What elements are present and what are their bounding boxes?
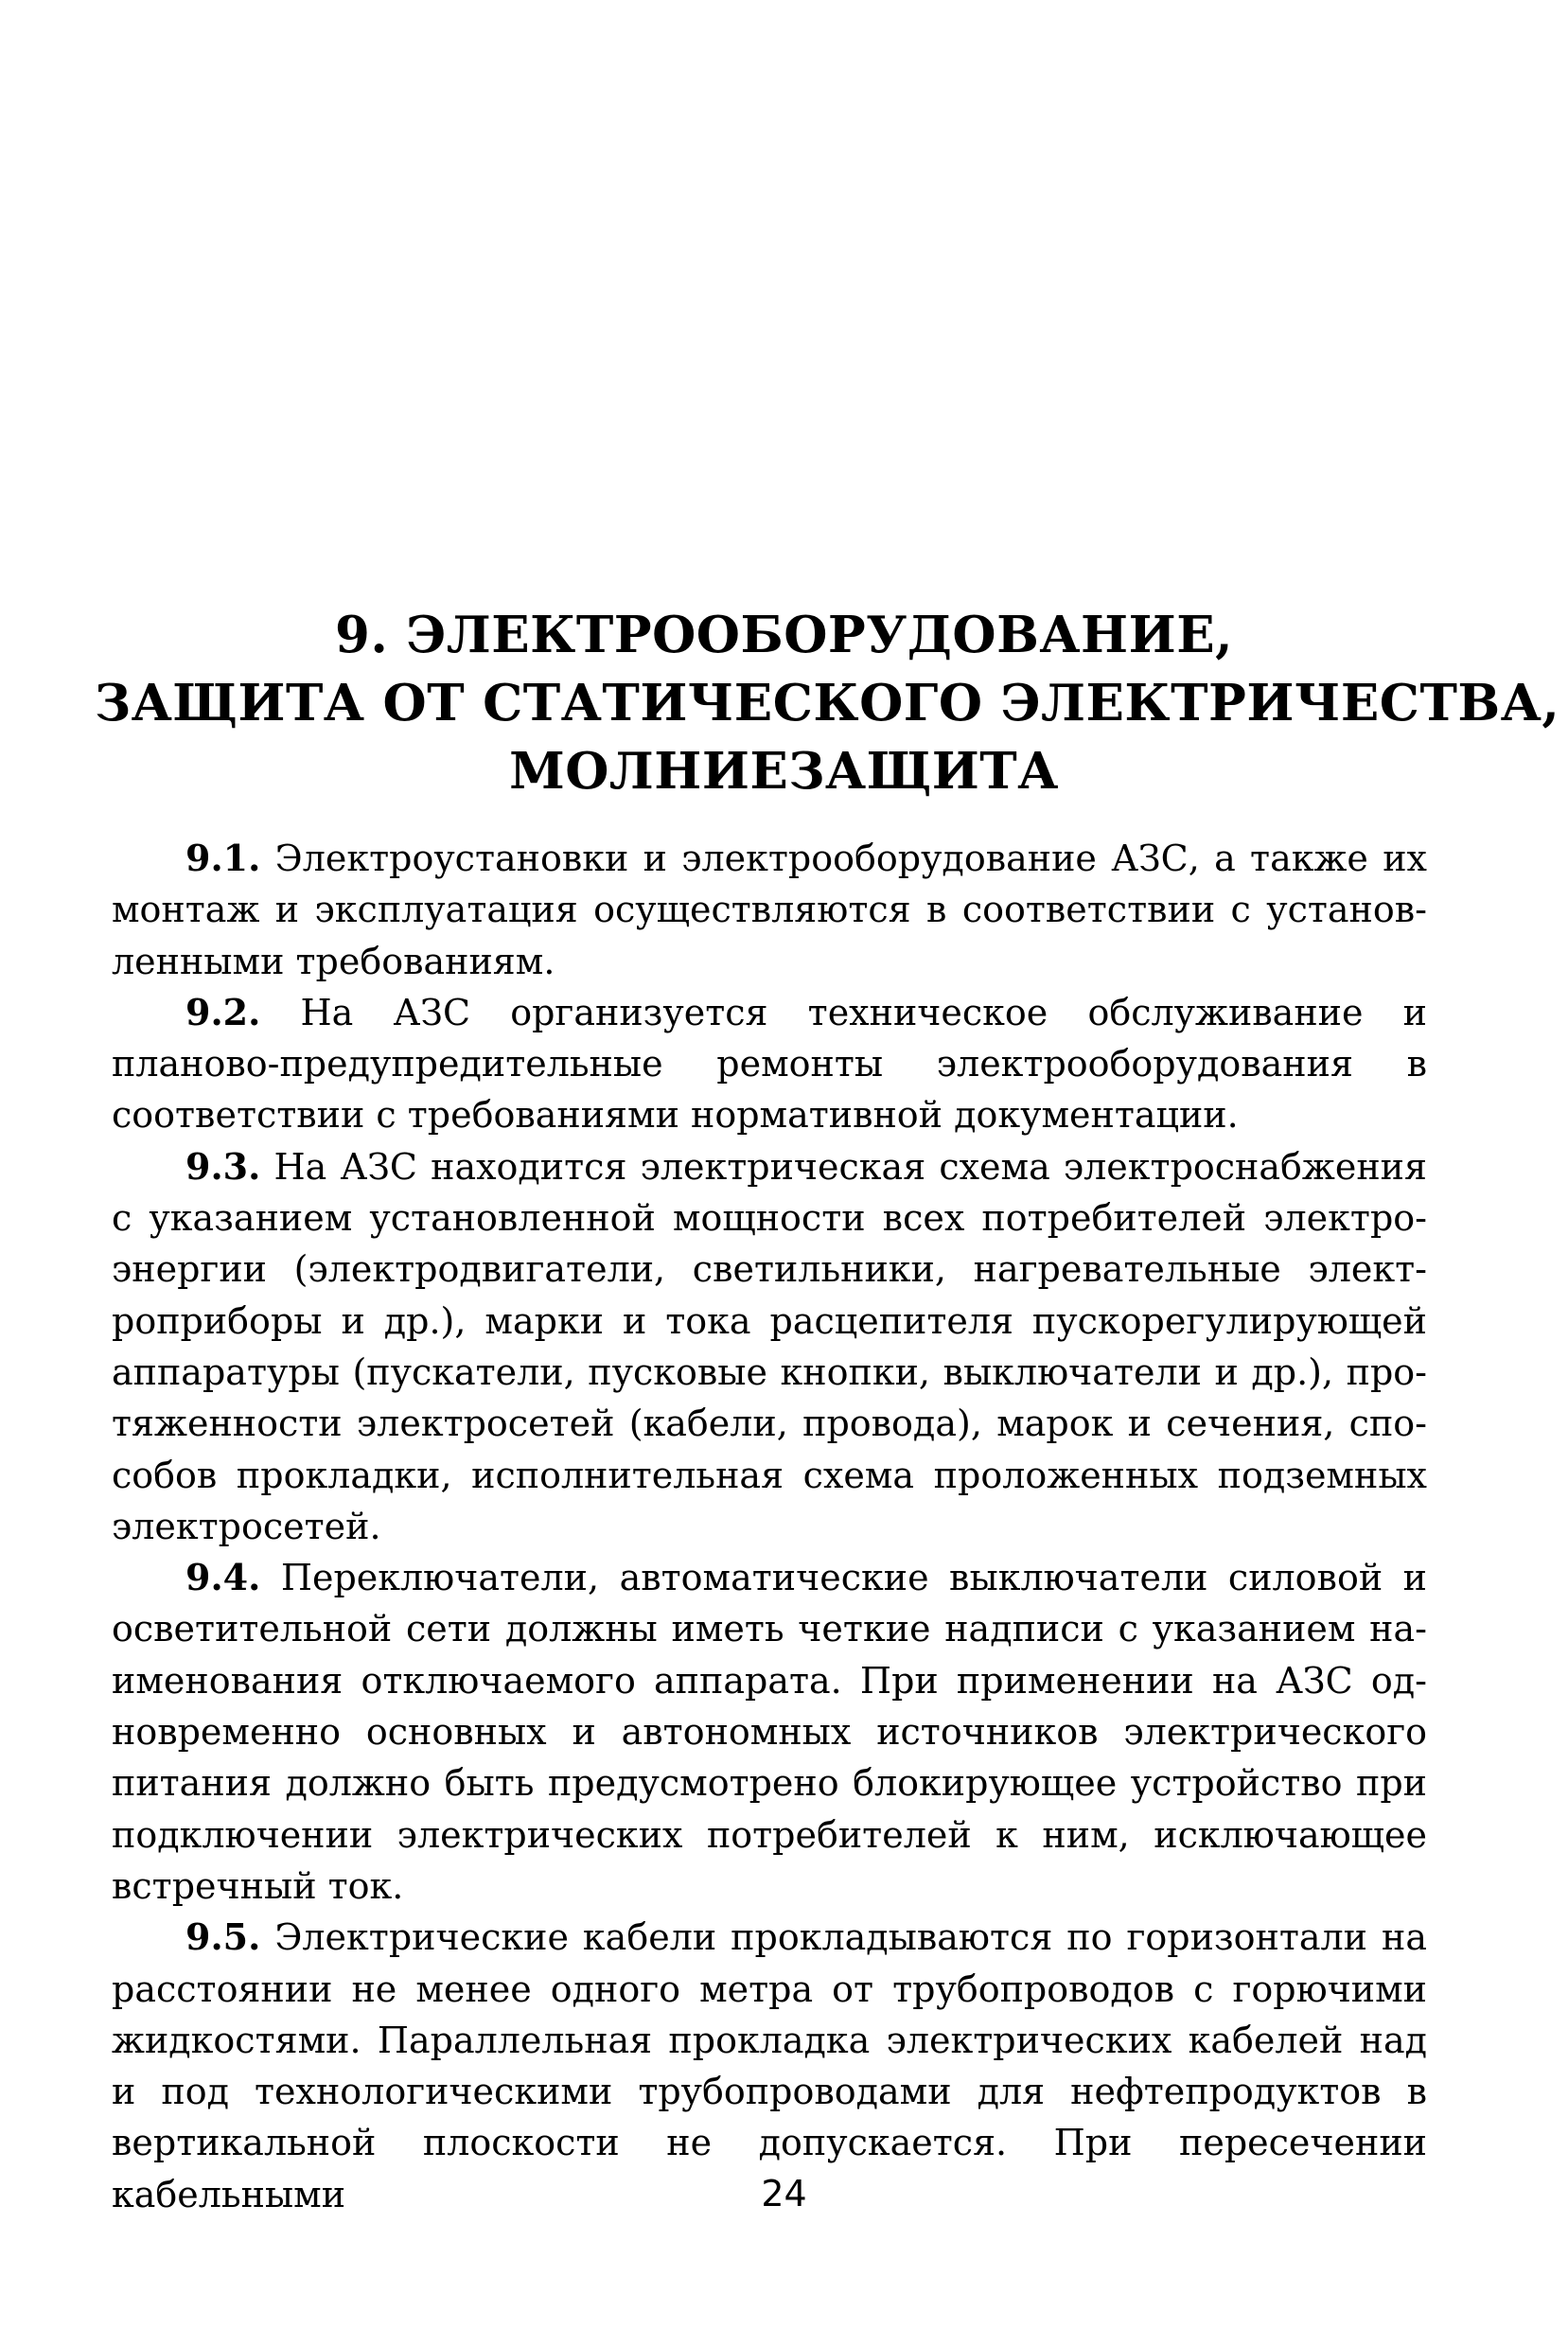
- heading-line-3: МОЛНИЕЗАЩИТА: [509, 742, 1059, 801]
- paragraph-9-2: [112, 987, 1427, 1141]
- paragraph-number: 9.5.: [185, 1915, 261, 1959]
- paragraph-9-4: [112, 1552, 1427, 1912]
- paragraph-text: Электрические кабели прокладываются по горизонтали на расстоянии не менее одного метра от трубопроводов с горючими жидкостями. Параллельная прокладка электрических кабелей над и под технологическими трубопроводами для нефтепродуктов в вертикальной плоскости не допускается. При пересечении кабельными: [112, 1916, 1427, 2215]
- page-number: 24: [761, 2173, 807, 2214]
- heading-line-1: 9. ЭЛЕКТРООБОРУДОВАНИЕ,: [334, 606, 1234, 664]
- paragraph-text: Переключатели, автоматические выключатели силовой и осветительной сети должны иметь четкие надписи с указанием наименования отключаемого аппарата. При применении на АЗС одновременно основных и автономных источников электрического питания должно быть предусмотрено блокирующее устройство при подключении электрических потребителей к ним, исключающее встречный ток.: [112, 1557, 1427, 1907]
- paragraph-number: 9.4.: [185, 1556, 261, 1599]
- paragraph-number: 9.1.: [185, 837, 261, 879]
- section-heading: [95, 601, 1560, 805]
- paragraph-9-1: [112, 833, 1427, 987]
- heading-line-2: ЗАЩИТА ОТ СТАТИЧЕСКОГО ЭЛЕКТРИЧЕСТВА,: [95, 674, 1560, 732]
- paragraph-text: На АЗС находится электрическая схема электроснабжения с указанием установленной мощности всех потребителей электроэнергии (электродвигатели, светильники, нагревательные электроприборы и др.), марки и тока расцепителя пускорегулирующей аппаратуры (пускатели, пусковые кнопки, выключатели и др.), протяженности электросетей (кабели, провода), марок и сечения, способов прокладки, исполнительная схема проложенных подземных электросетей.: [112, 1145, 1427, 1547]
- paragraph-number: 9.3.: [185, 1144, 261, 1188]
- section-body: [112, 833, 1427, 2220]
- paragraph-9-3: [112, 1141, 1427, 1552]
- paragraph-text: На АЗС организуется техническое обслуживание и планово-предупредительные ремонты электрооборудования в соответствии с требованиями нормативной документации.: [112, 991, 1427, 1137]
- paragraph-number: 9.2.: [185, 990, 261, 1033]
- paragraph-text: Электроустановки и электрооборудование АЗС, а также их монтаж и эксплуатация осуществляются в соответствии с установленными требованиям.: [112, 838, 1427, 982]
